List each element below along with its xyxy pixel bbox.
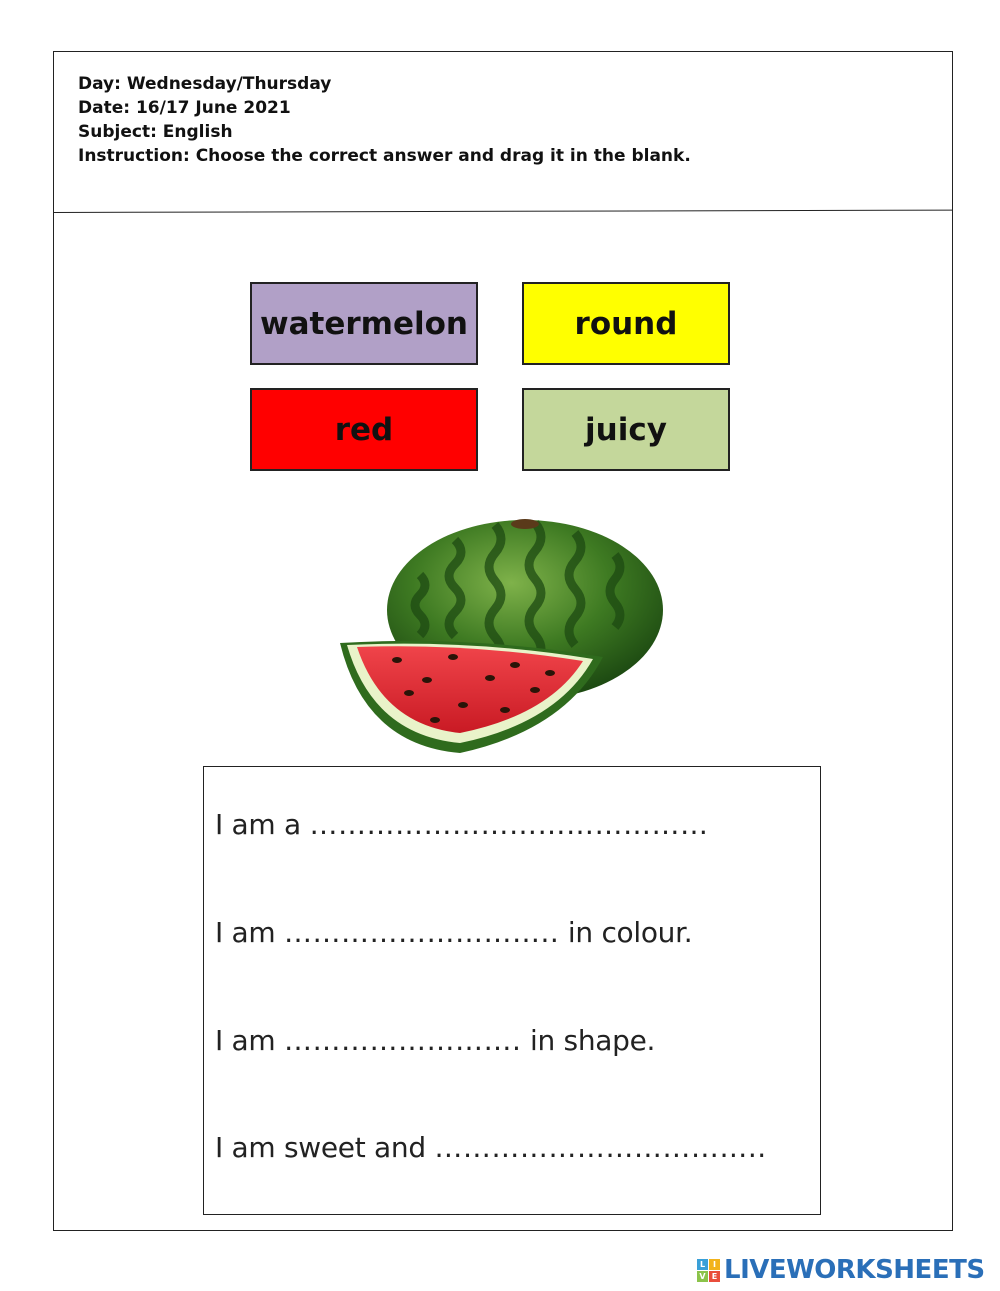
- date-label: Date: 16/17 June 2021: [78, 98, 291, 118]
- sentence-2: [215, 916, 692, 949]
- watermelon-icon: [335, 515, 665, 765]
- answer-blank-2[interactable]: ………………………..: [284, 916, 560, 949]
- sentence-text: in shape.: [521, 1024, 656, 1057]
- word-card-watermelon[interactable]: watermelon: [250, 282, 478, 365]
- subject-label: Subject: English: [78, 122, 233, 142]
- logo-letter: I: [709, 1259, 720, 1270]
- word-card-red[interactable]: red: [250, 388, 478, 471]
- answer-blank-3[interactable]: …………………….: [284, 1024, 522, 1057]
- sentence-4: [215, 1131, 767, 1164]
- logo-letter: L: [697, 1259, 708, 1270]
- day-label: Day: Wednesday/Thursday: [78, 74, 332, 94]
- liveworksheets-logo[interactable]: [697, 1255, 985, 1285]
- sentence-text: I am: [215, 916, 284, 949]
- sentence-text: I am a: [215, 808, 310, 841]
- sentence-1: [215, 808, 708, 841]
- sentence-3: [215, 1024, 655, 1057]
- sentence-text: I am sweet and: [215, 1131, 435, 1164]
- answer-blank-1[interactable]: ……………………………………: [309, 808, 709, 841]
- answer-blank-4[interactable]: ……………………………..: [434, 1131, 767, 1164]
- worksheet-header: [78, 72, 691, 168]
- logo-blocks-icon: [697, 1259, 720, 1282]
- sentence-text: I am: [215, 1024, 284, 1057]
- word-card-round[interactable]: round: [522, 282, 730, 365]
- logo-letter: E: [709, 1271, 720, 1282]
- sentence-text: in colour.: [559, 916, 693, 949]
- logo-letter: V: [697, 1271, 708, 1282]
- word-card-juicy[interactable]: juicy: [522, 388, 730, 471]
- instruction-label: Instruction: Choose the correct answer and drag it in the blank.: [78, 146, 691, 166]
- brand-name: LIVEWORKSHEETS: [724, 1255, 985, 1285]
